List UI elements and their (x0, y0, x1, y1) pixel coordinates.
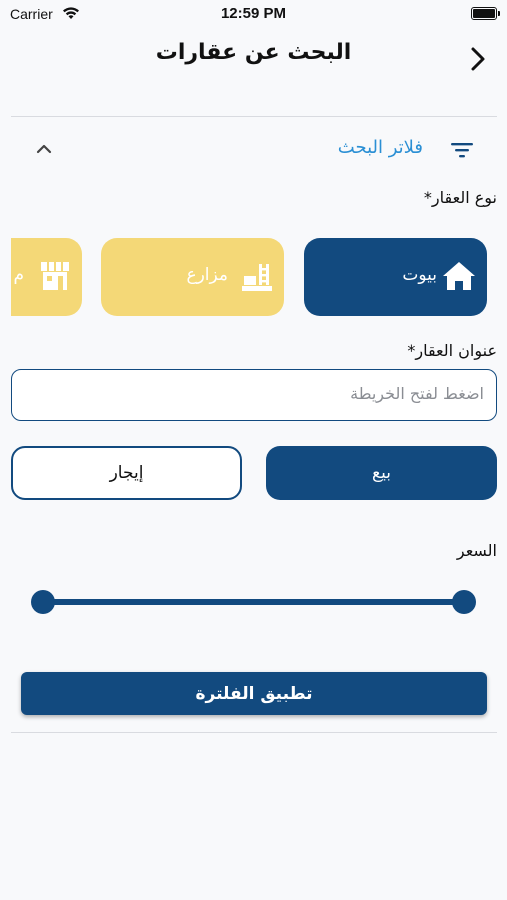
filter-title: فلاتر البحث (337, 137, 423, 158)
chevron-up-icon[interactable] (34, 142, 54, 156)
property-type-selector (11, 238, 497, 316)
property-type-label: نوع العقار* (423, 188, 497, 207)
price-range-slider[interactable] (31, 590, 476, 614)
address-map-input[interactable] (11, 369, 497, 421)
filter-icon (449, 140, 475, 160)
header-divider (11, 116, 497, 117)
price-slider-track (43, 599, 464, 605)
shop-icon (38, 258, 72, 294)
chevron-right-icon[interactable] (464, 44, 492, 74)
property-type-houses[interactable] (304, 238, 487, 316)
sale-button[interactable]: بيع (266, 446, 497, 500)
bottom-divider (11, 732, 497, 733)
property-type-label-shops: م (13, 265, 24, 285)
filter-header[interactable] (0, 130, 507, 170)
price-slider-min-thumb[interactable] (31, 590, 55, 614)
house-icon (441, 258, 477, 294)
page-title: البحث عن عقارات (155, 40, 352, 65)
rent-button[interactable]: إيجار (11, 446, 242, 500)
property-type-label-houses: بيوت (402, 265, 437, 285)
property-type-farms[interactable] (101, 238, 284, 316)
price-label: السعر (456, 541, 497, 560)
apply-filter-button[interactable]: تطبيق الفلترة (21, 672, 487, 715)
address-placeholder: اضغط لفتح الخريطة (350, 384, 484, 403)
property-type-label-farms: مزارع (186, 265, 228, 285)
price-slider-max-thumb[interactable] (452, 590, 476, 614)
carrier-label: Carrier (10, 6, 53, 22)
address-label: عنوان العقار* (407, 341, 497, 360)
clock-time: 12:59 PM (220, 5, 287, 22)
status-bar (0, 0, 507, 30)
battery-icon (471, 7, 497, 20)
farm-icon (240, 258, 274, 294)
property-type-shops[interactable] (11, 238, 82, 316)
